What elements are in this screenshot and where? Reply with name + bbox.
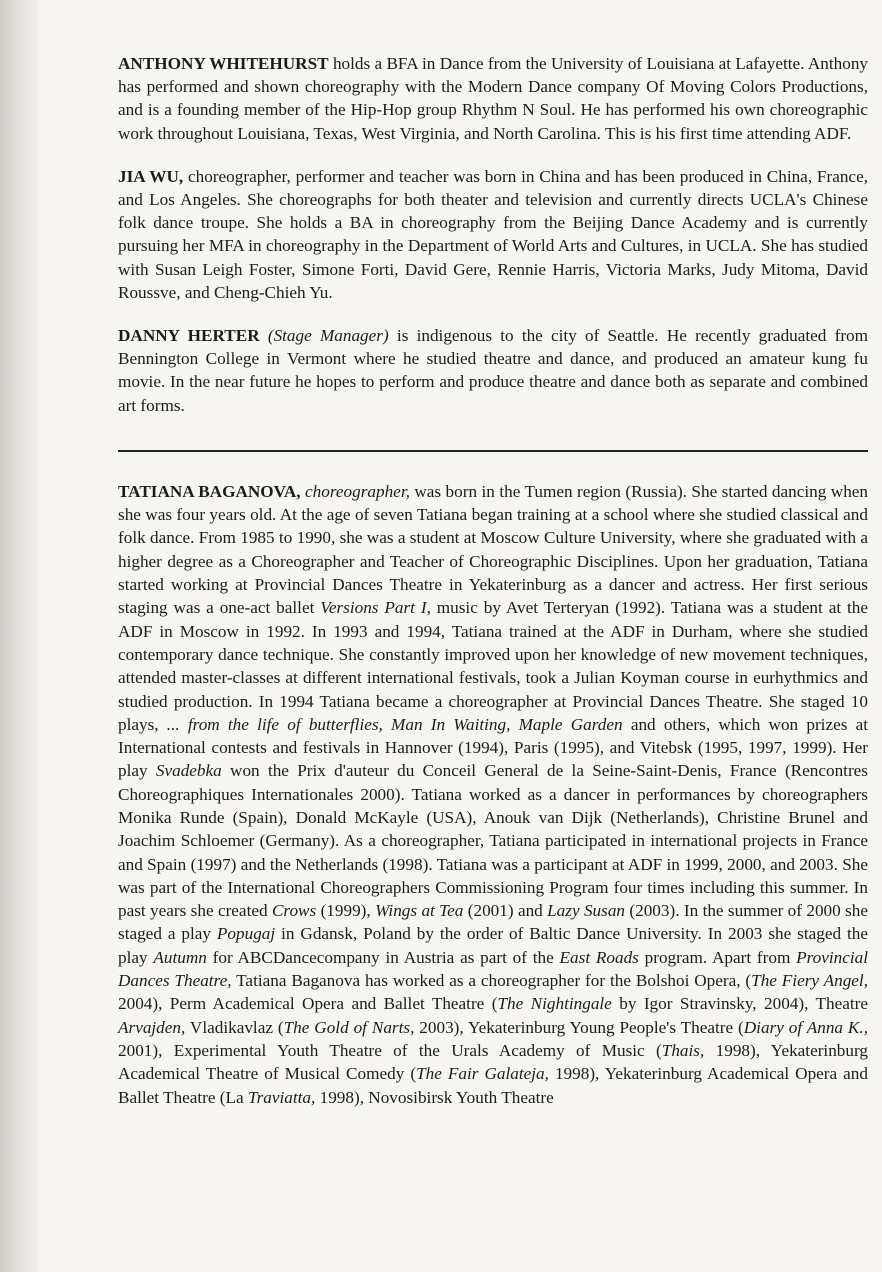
bio-danny-herter <box>118 324 868 417</box>
bio-text: 1998), Yekaterinburg Academical Opera and Ballet Theatre (La <box>118 1064 868 1107</box>
bio-text: and others, which won prizes at International contests and festivals in Hannover (1994), Paris (1995), and Vitebsk (1995, 1997, 1999). Her play <box>118 714 868 781</box>
bio-text: Tatiana Baganova has worked as a choreographer for the Bolshoi Opera, ( <box>231 971 752 991</box>
bio-text: is indigenous to the city of Seattle. He recently graduated from Bennington College in Vermont where he studied theatre and dance, and produced an amateur kung fu movie. In the near future he hopes to perform and produce theatre and dance both as separate and combined art forms. <box>118 326 869 415</box>
bio-text: choreographer, performer and teacher was born in China and has been produced in China, France, and Los Angeles. She choreographs for both theater and television and currently directs UCLA's Chinese folk dance troupe. She holds a BA in choreography from the Beijing Dance Academy and is currently pursuing her MFA in choreography in the Department of World Arts and Cultures, in UCLA. She has studied with Susan Leigh Foster, Simone Forti, David Gere, Rennie Harris, Victoria Marks, Judy Mitoma, David Roussve, and Cheng-Chieh Yu. <box>118 166 868 302</box>
work-title: Crows <box>271 901 317 921</box>
bio-tatiana-baganova <box>118 480 868 1109</box>
bio-text: for ABCDancecompany in Austria as part of the <box>206 947 560 967</box>
bio-anthony-whitehurst <box>118 52 868 145</box>
work-title: Autumn <box>153 947 207 967</box>
work-title: The Fair Galateja, <box>416 1064 549 1084</box>
page-gutter-shadow <box>0 0 38 1272</box>
section-divider <box>118 450 868 452</box>
bio-text: 2001), Experimental Youth Theatre of the Urals Academy of Music ( <box>118 1040 662 1060</box>
bio-text: in Gdansk, Poland by the order of Baltic Dance University. In 2003 she staged the play <box>118 924 868 967</box>
work-title: Diary of Anna K., <box>743 1017 868 1037</box>
bio-text: won the Prix d'auteur du Conceil General de la Seine-Saint-Denis, France (Rencontres Choreographiques Internationales 2000). Tatiana worked as a dancer in performances by choreographers Monika Runde (Spain), Donald McKayle (USA), Anouk van Dijk (Netherlands), Christine Brunel and Joachim Schloemer (Germany). As a choreographer, Tatiana participated in international projects in France and Spain (1997) and the Netherlands (1998). Tatiana was a participant at ADF in 1999, 2000, and 2003. She was part of the International Choreographers Commissioning Program four times including this summer. In past years she created <box>118 761 868 921</box>
bio-text: holds a BFA in Dance from the University of Louisiana at Lafayette. Anthony has performed and shown choreography with the Modern Dance company Of Moving Colors Productions, and is a founding member of the Hip-Hop group Rhythm N Soul. He has performed his own choreographic work throughout Louisiana, Texas, West Virginia, and North Carolina. This is his first time attending ADF. <box>118 54 869 143</box>
bio-role: choreographer, <box>305 481 410 501</box>
bio-name: ANTHONY WHITEHURST <box>118 54 329 73</box>
bio-text: 2003), Yekaterinburg Young People's Theatre ( <box>414 1017 744 1037</box>
work-title: The Fiery Angel, <box>751 971 868 991</box>
work-title: Arvajden, <box>118 1017 186 1037</box>
work-title: Traviatta, <box>247 1087 316 1107</box>
bio-text: (2001) and <box>463 901 548 921</box>
work-title: Lazy Susan <box>547 901 626 921</box>
work-title: Provincial Dances Theatre, <box>118 947 869 991</box>
work-title: The Nightingale <box>497 994 612 1014</box>
bio-text: (1999), <box>316 901 376 921</box>
work-title: Wings at Tea <box>375 901 464 921</box>
bio-text: by Igor Stravinsky, 2004), Theatre <box>611 994 868 1014</box>
bio-name: TATIANA BAGANOVA, <box>118 481 301 501</box>
bio-name: DANNY HERTER <box>118 326 260 346</box>
work-title: The Gold of Narts, <box>283 1017 415 1037</box>
bio-name: JIA WU, <box>118 166 184 186</box>
bio-text: was born in the Tumen region (Russia). She started dancing when she was four years old. At the age of seven Tatiana began training at a school where she studied classical and folk dance. From 1985 to 1990, she was a student at Moscow Culture University, where she graduated with a higher degree as a Choreographer and Teacher of Choreographic Disciplines. Upon her graduation, Tatiana started working at Provincial Dances Theatre in Yekaterinburg as a dancer and actress. Her first serious staging was a one-act ballet <box>118 481 869 618</box>
bio-text: 1998), Novosibirsk Youth Theatre <box>315 1087 554 1107</box>
work-title: ... from the life of butterflies, Man In Waiting, Maple Garden <box>166 714 623 734</box>
work-title: Popugaj <box>216 924 276 944</box>
work-title: East Roads <box>559 947 639 967</box>
bio-text: 2004), Perm Academical Opera and Ballet Theatre ( <box>118 994 498 1014</box>
bio-text: 1998), Yekaterinburg Academical Theatre of Musical Comedy ( <box>118 1040 868 1084</box>
work-title: Thais, <box>661 1040 705 1060</box>
program-page <box>118 52 868 1109</box>
bio-jia-wu <box>118 165 868 304</box>
bio-text: program. Apart from <box>638 947 797 967</box>
bio-text: music by Avet Terteryan (1992). Tatiana was a student at the ADF in Moscow in 1992. In 1993 and 1994, Tatiana trained at the ADF in Durham, where she studied contemporary dance technique. She constantly improved upon her knowledge of new movement techniques, attended master-classes at different international festivals, took a Julian Koyman course in eurhythmics and studied production. In 1994 Tatiana became a choreographer at Provincial Dances Theatre. She staged 10 plays, <box>118 598 868 734</box>
bio-text: (2003). In the summer of 2000 she staged a play <box>118 901 868 944</box>
work-title: Versions Part I, <box>320 598 431 618</box>
work-title: Svadebka <box>155 761 222 781</box>
bio-role: (Stage Manager) <box>267 326 389 346</box>
bio-text: Vladikavlaz ( <box>185 1017 284 1037</box>
